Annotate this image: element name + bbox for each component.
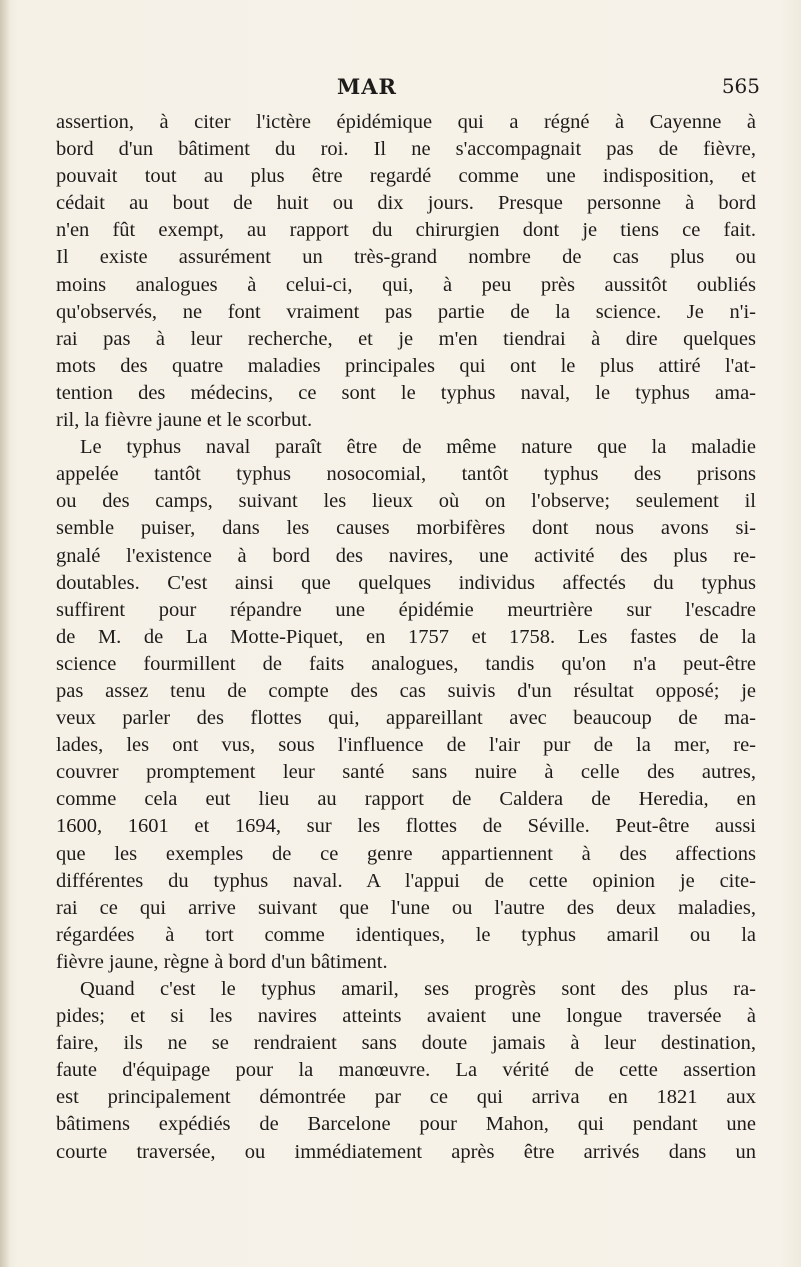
text-line: gnalé l'existence à bord des navires, une activité des plus re- bbox=[56, 544, 756, 567]
text-line: assertion, à citer l'ictère épidémique qui a régné à Cayenne à bbox=[56, 111, 756, 133]
text-line: ou des camps, suivant les lieux où on l'observe; seulement il bbox=[56, 490, 756, 513]
text-line: n'en fût exempt, au rapport du chirurgien dont je tiens ce fait. bbox=[56, 219, 756, 242]
text-line: rai pas à leur recherche, et je m'en tiendrai à dire quelques bbox=[56, 327, 756, 350]
text-line: Quand c'est le typhus amaril, ses progrès sont des plus ra- bbox=[80, 978, 756, 1000]
text-line: bord d'un bâtiment du roi. Il ne s'accompagnait pas de fièvre, bbox=[56, 138, 756, 161]
text-line: mots des quatre maladies principales qui ont le plus attiré l'at- bbox=[56, 354, 756, 377]
text-line: semble puiser, dans les causes morbifères dont nous avons si- bbox=[56, 517, 756, 540]
text-line: appelée tantôt typhus nosocomial, tantôt typhus des prisons bbox=[56, 463, 756, 486]
running-title: MAR bbox=[337, 74, 397, 99]
text-line: comme cela eut lieu au rapport de Caldera de Heredia, en bbox=[56, 788, 756, 811]
text-line: Il existe assurément un très-grand nombre de cas plus ou bbox=[56, 246, 756, 269]
text-line: courte traversée, ou immédiatement après être arrivés dans un bbox=[56, 1140, 756, 1163]
text-line: bâtimens expédiés de Barcelone pour Mahon, qui pendant une bbox=[56, 1113, 756, 1136]
text-line: faute d'équipage pour la manœuvre. La vérité de cette assertion bbox=[56, 1059, 756, 1082]
text-line: moins analogues à celui-ci, qui, à peu près aussitôt oubliés bbox=[56, 273, 756, 296]
text-line: ril, la fièvre jaune et le scorbut. bbox=[56, 409, 313, 432]
text-line: 1600, 1601 et 1694, sur les flottes de Séville. Peut-être aussi bbox=[56, 815, 756, 838]
running-head bbox=[56, 74, 762, 104]
text-line: fièvre jaune, règne à bord d'un bâtiment. bbox=[56, 950, 388, 973]
text-line: tention des médecins, ce sont le typhus naval, le typhus ama- bbox=[56, 381, 756, 404]
text-line: lades, les ont vus, sous l'influence de l'air pur de la mer, re- bbox=[56, 734, 756, 757]
text-line: différentes du typhus naval. A l'appui de cette opinion je cite- bbox=[56, 869, 756, 892]
text-line: de M. de La Motte-Piquet, en 1757 et 1758. Les fastes de la bbox=[56, 625, 756, 648]
text-line: Le typhus naval paraît être de même nature que la maladie bbox=[80, 436, 756, 459]
text-line: veux parler des flottes qui, appareillant avec beaucoup de ma- bbox=[56, 707, 756, 730]
text-line: couvrer promptement leur santé sans nuire à celle des autres, bbox=[56, 761, 756, 784]
text-line: régardées à tort comme identiques, le typhus amaril ou la bbox=[56, 923, 756, 946]
text-line: pouvait tout au plus être regardé comme une indisposition, et bbox=[56, 165, 756, 188]
text-line: est principalement démontrée par ce qui arriva en 1821 aux bbox=[56, 1086, 756, 1109]
text-line: pas assez tenu de compte des cas suivis d'un résultat opposé; je bbox=[56, 679, 756, 702]
text-line: suffirent pour répandre une épidémie meurtrière sur l'escadre bbox=[56, 598, 756, 621]
binding-shadow bbox=[0, 0, 10, 1267]
body-text bbox=[56, 109, 756, 1166]
text-line: pides; et si les navires atteints avaient une longue traversée à bbox=[56, 1005, 756, 1028]
text-line: doutables. C'est ainsi que quelques individus affectés du typhus bbox=[56, 571, 756, 594]
text-line: science fourmillent de faits analogues, tandis qu'on n'a peut-être bbox=[56, 652, 756, 675]
text-line: qu'observés, ne font vraiment pas partie de la science. Je n'i- bbox=[56, 300, 756, 323]
text-line: rai ce qui arrive suivant que l'une ou l'autre des deux maladies, bbox=[56, 896, 756, 919]
page-number: 565 bbox=[721, 74, 760, 98]
text-line: que les exemples de ce genre appartiennent à des affections bbox=[56, 842, 756, 865]
text-line: faire, ils ne se rendraient sans doute jamais à leur destination, bbox=[56, 1032, 756, 1055]
text-line: cédait au bout de huit ou dix jours. Presque personne à bord bbox=[56, 192, 756, 215]
